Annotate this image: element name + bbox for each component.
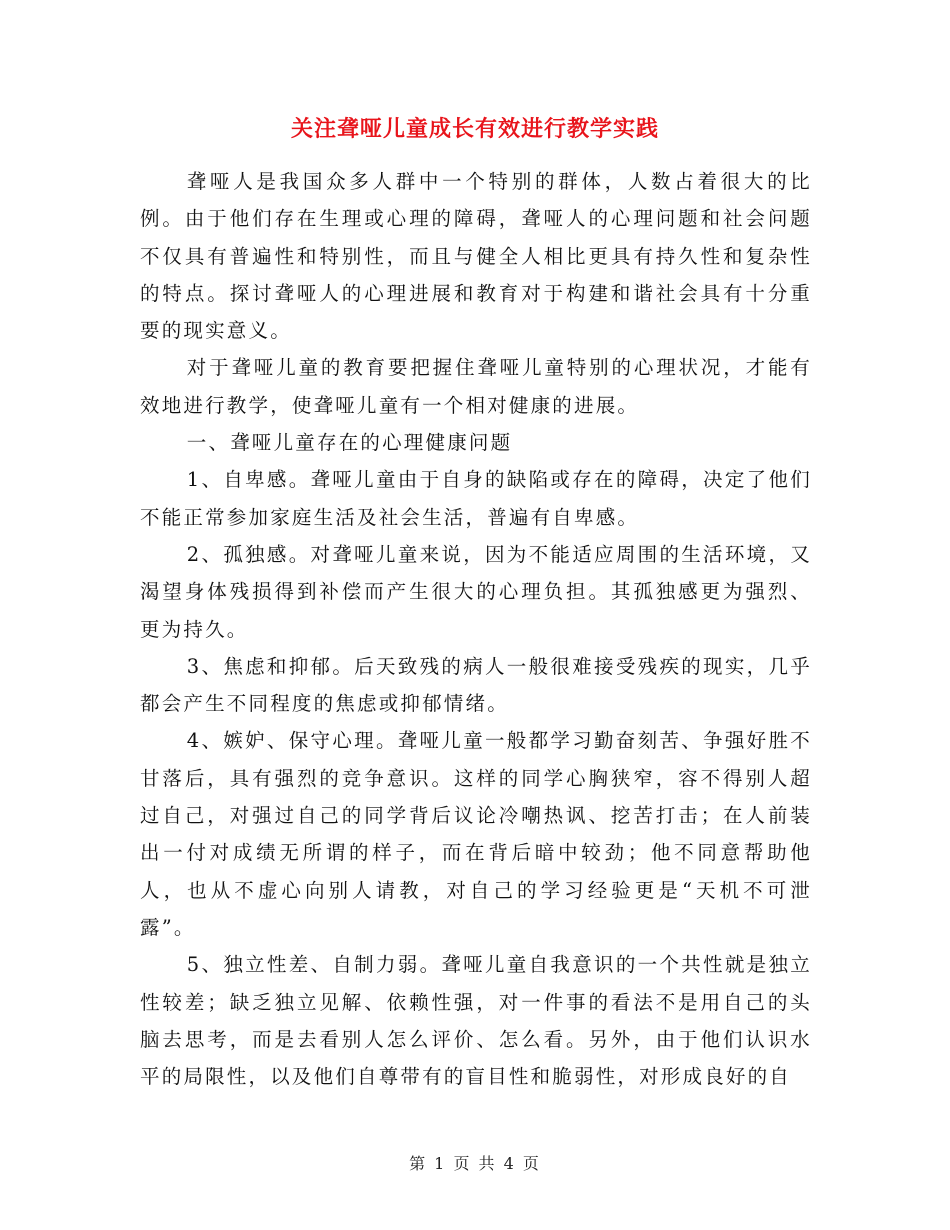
paragraph-item-1: 1、自卑感。聋哑儿童由于自身的缺陷或存在的障碍，决定了他们不能正常参加家庭生活及社会生活，普遍有自卑感。	[140, 468, 812, 529]
paragraph-item-4: 4、嫉妒、保守心理。聋哑儿童一般都学习勤奋刻苦、争强好胜不甘落后，具有强烈的竞争意识。这样的同学心胸狭窄，容不得别人超过自己，对强过自己的同学背后议论冷嘲热讽、挖苦打击；在人前装出一付对成绩无所谓的样子，而在背后暗中较劲；他不同意帮助他人，也从不虚心向别人请教，对自己的学习经验更是“天机不可泄露”。	[140, 729, 812, 939]
paragraph-item-2: 2、孤独感。对聋哑儿童来说，因为不能适应周围的生活环境，又渴望身体残损得到补偿而产生很大的心理负担。其孤独感更为强烈、更为持久。	[140, 542, 812, 641]
document-title: 关注聋哑儿童成长有效进行教学实践	[290, 116, 659, 142]
section-heading: 一、聋哑儿童存在的心理健康问题	[186, 431, 513, 455]
document-body	[140, 163, 812, 1095]
paragraph-item-5: 5、独立性差、自制力弱。聋哑儿童自我意识的一个共性就是独立性较差；缺乏独立见解、依赖性强，对一件事的看法不是用自己的头脑去思考，而是去看别人怎么评价、怎么看。另外，由于他们认识水平的局限性，以及他们自尊带有的盲目性和脆弱性，对形成良好的自	[140, 953, 812, 1089]
paragraph-education: 对于聋哑儿童的教育要把握住聋哑儿童特别的心理状况，才能有效地进行教学，使聋哑儿童有一个相对健康的进展。	[140, 356, 812, 417]
paragraph-item-3: 3、焦虑和抑郁。后天致残的病人一般很难接受残疾的现实，几乎都会产生不同程度的焦虑或抑郁情绪。	[140, 654, 812, 716]
paragraph-intro: 聋哑人是我国众多人群中一个特别的群体，人数占着很大的比例。由于他们存在生理或心理的障碍，聋哑人的心理问题和社会问题不仅具有普遍性和特别性，而且与健全人相比更具有持久性和复杂性的特点。探讨聋哑人的心理进展和教育对于构建和谐社会具有十分重要的现实意义。	[140, 170, 812, 343]
page-number-footer: 第 1 页 共 4 页	[409, 1154, 541, 1173]
